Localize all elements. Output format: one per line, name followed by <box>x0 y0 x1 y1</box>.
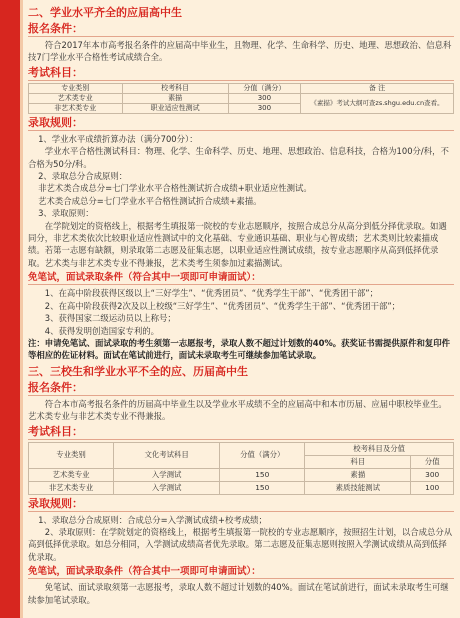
left-red-rail <box>0 0 20 618</box>
table-row <box>29 93 454 103</box>
table-cell: 100 <box>411 481 454 494</box>
section3-exam-heading: 考试科目： <box>28 424 83 438</box>
table-header: 文化考试科目 <box>114 442 220 468</box>
table-cell: 艺术类专业 <box>29 468 114 481</box>
table-row <box>29 468 454 481</box>
table-cell: 素描 <box>305 468 411 481</box>
table-header: 校考科目及分值 <box>305 442 454 455</box>
admit-line: 在学院划定的资格线上，根据考生填报第一院校的专业志愿顺序，按照合成总分从高分到低分择优录取。如遇同分，非艺术类依次比较职业适应性测试中的文化基础、专业通识基础、职业与心智成绩；艺术类则比较素描成绩。若第一志愿有缺额，则录取第二志愿及征集志愿，以职业适应性测试成绩，按专业志愿顺序从高到低择优录取。艺术类与非艺术类专业不得兼报，艺术类考生须参加过素描测试。 <box>28 220 447 268</box>
admit-line: 2、录取总分合成原则： <box>38 171 128 182</box>
table-cell: 150 <box>220 481 305 494</box>
divider <box>28 511 454 512</box>
divider <box>28 130 454 131</box>
table-cell: 300 <box>228 93 300 103</box>
table-header: 专业类别 <box>29 83 123 93</box>
table-cell: 非艺术类专业 <box>29 103 123 113</box>
table-subheader: 科目 <box>305 455 411 468</box>
divider <box>28 395 454 396</box>
section2-apply-text: 符合2017年本市高考报名条件的应届高中毕业生，且物理、化学、生命科学、历史、地理、思想政治、信息科技7门学业水平合格性考试成绩合全。 <box>28 40 452 63</box>
admit-line: 艺术类合成总分=七门学业水平合格性测试折合成绩+素描。 <box>38 195 262 206</box>
admit-line: 1、学业水平成绩折算办法（满分700分）： <box>38 133 198 144</box>
section3-apply-heading: 报名条件： <box>28 380 83 394</box>
divider <box>28 80 454 81</box>
section3-admit-heading: 录取规则： <box>28 496 83 510</box>
table-cell: 300 <box>228 103 300 113</box>
table-header-row <box>29 83 454 93</box>
section2-exam-heading: 考试科目： <box>28 65 83 79</box>
section3-exempt-text: 免笔试、面试录取须第一志愿报考，录取人数不超过计划数的40%。面试在笔试前进行，面试未录取考生可继续参加笔试录取。 <box>28 582 449 605</box>
table-header: 分值（满分） <box>220 442 305 468</box>
section2-title: 二、学业水平齐全的应届高中生 <box>28 6 182 19</box>
document-page <box>28 4 454 606</box>
table-note: 《素描》考试大纲可查zs.shgu.edu.cn查看。 <box>301 93 454 113</box>
section3-apply-text: 符合本市高考报名条件的历届高中毕业生以及学业水平成绩不全的应届高中和本市历届、应届中职校毕业生。艺术类专业与非艺术类专业不得兼报。 <box>28 398 447 422</box>
section2-admit-heading: 录取规则： <box>28 115 83 129</box>
divider <box>28 439 454 440</box>
section3-exempt-heading: 免笔试，面试录取条件（符合其中一项即可申请面试）： <box>28 566 261 578</box>
divider <box>28 578 454 579</box>
section2-notice: 注：申请免笔试、面试录取的考生须第一志愿报考，录取人数不超过计划数的40%。获奖证书需提供原件和复印件等相应的佐证材料。面试在笔试前进行，面试未录取考生可继续参加笔试录取。 <box>28 337 451 361</box>
table-subheader: 分值 <box>411 455 454 468</box>
table-cell: 职业适应性测试 <box>122 103 228 113</box>
exempt-item: 3、获得国家二级运动员以上称号； <box>44 313 176 324</box>
table-header: 分值（满分） <box>228 83 300 93</box>
table-header: 专业类别 <box>29 442 114 468</box>
table-cell: 素质技能测试 <box>305 481 411 494</box>
table-row <box>29 481 454 494</box>
table-cell: 非艺术类专业 <box>29 481 114 494</box>
table-header: 校考科目 <box>122 83 228 93</box>
admit-line: 学业水平合格性测试科目：物理、化学、生命科学、历史、地理、思想政治、信息科技，合格为100分/科，不合格为50分/科。 <box>28 146 449 169</box>
admit-line: 2、录取原则：在学院划定的资格线上，根据考生填报第一院校的专业志愿顺序，按照招生计划，以合成总分从高到低择优录取。如总分相同，入学测试成绩高者优先录取。第二志愿及征集志愿则按照入学测试成绩从高到低择优录取。 <box>28 526 453 562</box>
table-cell: 艺术类专业 <box>29 93 123 103</box>
table-header-row <box>29 442 454 455</box>
table-cell: 素描 <box>122 93 228 103</box>
table-header: 备 注 <box>301 83 454 93</box>
admit-line: 1、录取总分合成原则：合成总分=入学测试成绩+校考成绩； <box>38 514 267 525</box>
divider <box>28 36 454 37</box>
exempt-item: 2、在高中阶段获得2次及以上校级“三好学生”、“优秀团员”、“优秀学生干部”、“优秀团干部”； <box>44 300 401 311</box>
section2-exam-table <box>28 83 454 114</box>
table-cell: 300 <box>411 468 454 481</box>
section3-exam-table <box>28 442 454 495</box>
admit-line: 非艺术类合成总分=七门学业水平合格性测试折合成绩+职业适应性测试。 <box>38 183 312 194</box>
table-cell: 入学测试 <box>114 481 220 494</box>
section2-exempt-heading: 免笔试，面试录取条件（符合其中一项即可申请面试）： <box>28 272 261 284</box>
exempt-item: 4、获得发明创造国家专利的。 <box>44 325 159 336</box>
section2-apply-heading: 报名条件： <box>28 22 83 35</box>
exempt-item: 1、在高中阶段获得区级以上“三好学生”、“优秀团员”、“优秀学生干部”、“优秀团干部”； <box>44 288 378 299</box>
divider <box>28 284 454 285</box>
table-cell: 入学测试 <box>114 468 220 481</box>
section3-title: 三、三校生和学业水平不全的应、历届高中生 <box>28 364 248 378</box>
table-cell: 150 <box>220 468 305 481</box>
left-rail-shade <box>20 0 23 618</box>
admit-line: 3、录取原则： <box>38 208 94 219</box>
